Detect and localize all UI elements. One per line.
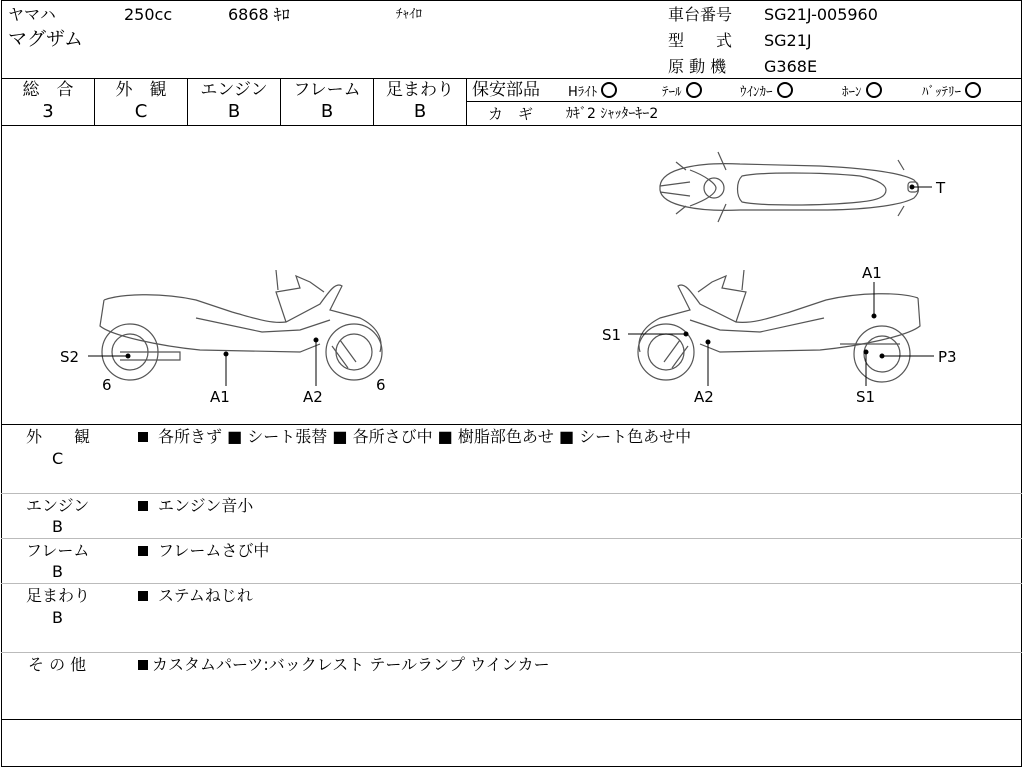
marker-right-s1-top: S1 — [602, 326, 622, 344]
remark-label-other: そ の 他 — [28, 655, 87, 674]
marker-left-a2: A2 — [303, 388, 323, 406]
ok-circle-icon — [866, 82, 882, 98]
remark-divider — [1, 652, 1022, 653]
model-name: マグザム — [8, 28, 84, 50]
ok-circle-icon — [601, 82, 617, 98]
marker-right-s1-bottom: S1 — [856, 388, 876, 406]
engine-model-label: 原 動 機 — [668, 57, 727, 76]
marker-top-t: T — [936, 179, 946, 197]
marker-right-p3: P3 — [938, 348, 957, 366]
remark-divider — [1, 493, 1022, 494]
ok-circle-icon — [777, 82, 793, 98]
remarks-bottom-line — [1, 719, 1022, 720]
marker-left-6b: 6 — [376, 376, 386, 394]
remark-text-engine: エンジン音小 — [138, 497, 253, 515]
safety-parts-label: 保安部品 — [472, 80, 540, 100]
marker-left-6a: 6 — [102, 376, 112, 394]
remark-label-exterior: 外 観 — [26, 427, 91, 446]
type-value: SG21J — [764, 31, 812, 50]
remark-grade-suspension: B — [52, 608, 63, 627]
safety-item-winker: ｳｲﾝｶｰ — [740, 82, 793, 102]
overall-label: 総 合 — [22, 80, 74, 100]
remark-divider — [1, 538, 1022, 539]
suspension-grade: B — [413, 101, 427, 122]
remark-text-exterior: 各所きず ■ シート張替 ■ 各所さび中 ■ 樹脂部色あせ ■ シート色あせ中 — [138, 428, 691, 446]
frame-number-label: 車台番号 — [668, 5, 733, 24]
remark-label-frame: フレーム — [26, 541, 90, 560]
scooter-top-view — [660, 152, 919, 222]
displacement: 250cc — [124, 5, 173, 24]
bullet-square-icon — [138, 591, 148, 601]
marker-s2: S2 — [60, 348, 80, 366]
bullet-square-icon — [138, 432, 148, 442]
maker: ヤマハ — [8, 5, 56, 24]
type-label: 型 式 — [668, 31, 733, 50]
remark-divider — [1, 583, 1022, 584]
exterior-grade: C — [134, 101, 148, 122]
frame-label: フレーム — [293, 80, 361, 100]
remark-grade-frame: B — [52, 562, 63, 581]
frame-number: SG21J-005960 — [764, 5, 878, 24]
key-value: ｶｷﾞ2 ｼｬｯﾀｰｷｰ2 — [566, 106, 659, 122]
marker-right-a1: A1 — [862, 264, 882, 282]
scooter-diagram — [0, 126, 1022, 424]
remark-grade-exterior: C — [52, 449, 64, 468]
remark-text-other: カスタムパーツ:バックレスト テールランプ ウインカー — [138, 656, 550, 674]
ok-circle-icon — [965, 82, 981, 98]
bullet-square-icon — [138, 546, 148, 556]
key-label: カ ギ — [488, 105, 534, 123]
scooter-right-view — [638, 270, 920, 382]
table-top-line — [1, 78, 1022, 79]
frame-grade: B — [320, 101, 334, 122]
marker-right-a2: A2 — [694, 388, 714, 406]
remark-label-suspension: 足まわり — [26, 586, 91, 605]
bullet-square-icon — [138, 660, 148, 670]
overall-grade: 3 — [42, 101, 54, 122]
remark-text-suspension: ステムねじれ — [138, 587, 253, 605]
safety-item-headlight: Hﾗｲﾄ — [568, 82, 617, 102]
marker-left-a1: A1 — [210, 388, 230, 406]
mileage: 6868 ｷﾛ — [228, 5, 290, 24]
engine-grade: B — [227, 101, 241, 122]
safety-item-battery: ﾊﾞｯﾃﾘｰ — [922, 82, 981, 102]
ok-circle-icon — [686, 82, 702, 98]
col-divider — [466, 78, 467, 125]
engine-model: G368E — [764, 57, 818, 76]
remark-text-frame: フレームさび中 — [138, 542, 269, 560]
diagram-bottom-line — [1, 424, 1022, 425]
remark-grade-engine: B — [52, 517, 63, 536]
scooter-left-view — [100, 270, 382, 380]
top-marker — [910, 185, 932, 189]
exterior-label: 外 観 — [115, 80, 167, 100]
safety-item-tail: ﾃｰﾙ — [662, 82, 702, 102]
engine-label: エンジン — [200, 80, 268, 100]
safety-item-horn: ﾎｰﾝ — [842, 82, 882, 102]
bullet-square-icon — [138, 501, 148, 511]
caiyro-note: ﾁｬｲﾛ — [396, 7, 422, 22]
suspension-label: 足まわり — [386, 80, 454, 100]
remark-label-engine: エンジン — [26, 496, 90, 515]
